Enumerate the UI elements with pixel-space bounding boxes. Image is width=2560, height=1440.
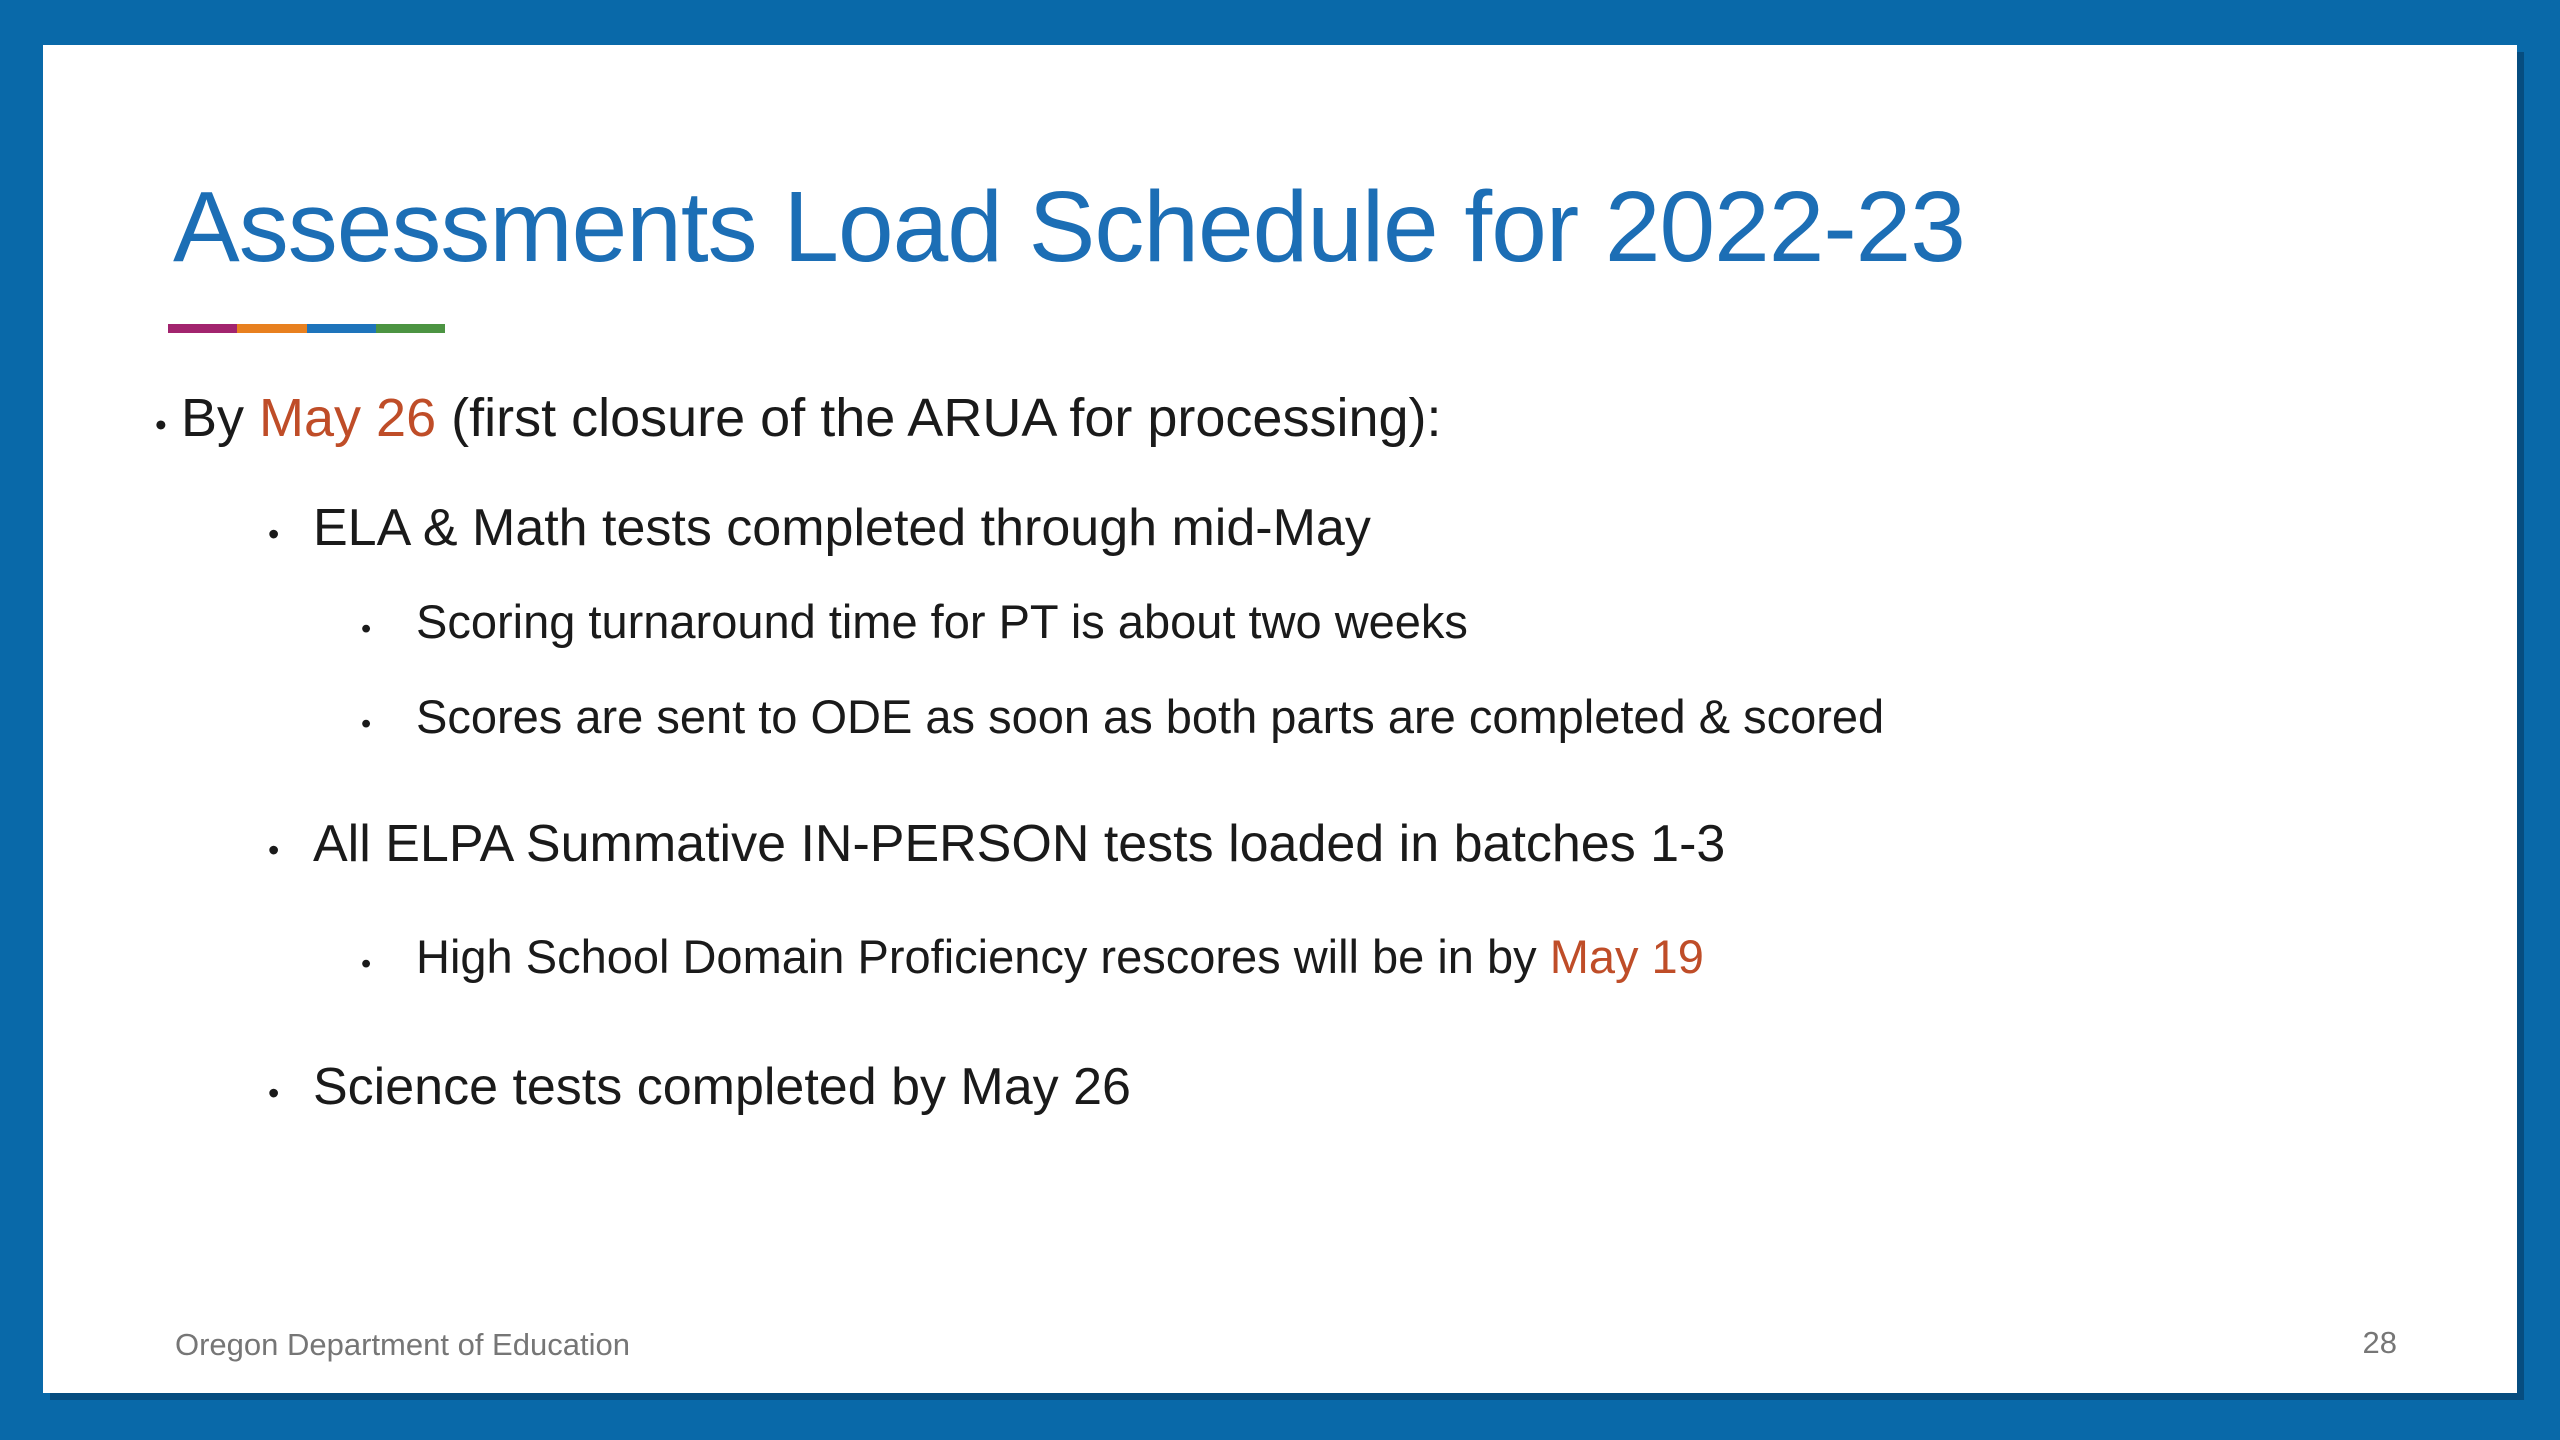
bullet-marker: • xyxy=(361,613,372,645)
bullet-item-level-3 xyxy=(43,929,2517,992)
bullet-item-level-3 xyxy=(43,689,2517,752)
bullet-item-level-2 xyxy=(43,1056,2517,1125)
bullet-item-level-3 xyxy=(43,594,2517,657)
page-title: Assessments Load Schedule for 2022-23 xyxy=(173,171,1965,283)
bullet-marker: • xyxy=(268,832,280,868)
text-segment: All ELPA Summative IN-PERSON tests loaded in batches 1-3 xyxy=(313,815,1726,873)
bullet-marker: • xyxy=(155,407,167,444)
text-segment: ELA & Math tests completed through mid-May xyxy=(313,499,1371,557)
text-segment: High School Domain Proficiency rescores will be in by xyxy=(416,930,1550,983)
text-segment: By xyxy=(181,388,260,448)
bullet-marker: • xyxy=(268,1075,280,1111)
text-segment: (first closure of the ARUA for processing): xyxy=(436,388,1442,448)
bullet-text xyxy=(313,1056,1131,1119)
bullet-text xyxy=(313,813,1725,876)
highlighted-date: May 26 xyxy=(259,388,437,448)
bullet-list xyxy=(43,45,2517,1125)
bullet-text xyxy=(416,929,1704,985)
text-segment: Scoring turnaround time for PT is about two weeks xyxy=(416,595,1468,648)
bullet-marker: • xyxy=(361,708,372,740)
footer-page-number: 28 xyxy=(2362,1325,2397,1360)
text-segment: Scores are sent to ODE as soon as both parts are completed & scored xyxy=(416,690,1885,743)
bullet-text xyxy=(416,594,1468,650)
highlighted-date: May 19 xyxy=(1549,930,1704,983)
bullet-text xyxy=(181,385,1442,451)
footer-organization: Oregon Department of Education xyxy=(175,1327,630,1362)
bullet-item-level-2 xyxy=(43,813,2517,882)
bullet-text xyxy=(416,689,1884,745)
bullet-marker: • xyxy=(268,516,280,552)
bullet-item-level-2 xyxy=(43,497,2517,566)
text-segment: Science tests completed by May 26 xyxy=(313,1058,1131,1116)
slide xyxy=(43,45,2517,1393)
bullet-text xyxy=(313,497,1371,560)
bullet-item-level-1 xyxy=(43,385,2517,459)
bullet-marker: • xyxy=(361,948,372,980)
